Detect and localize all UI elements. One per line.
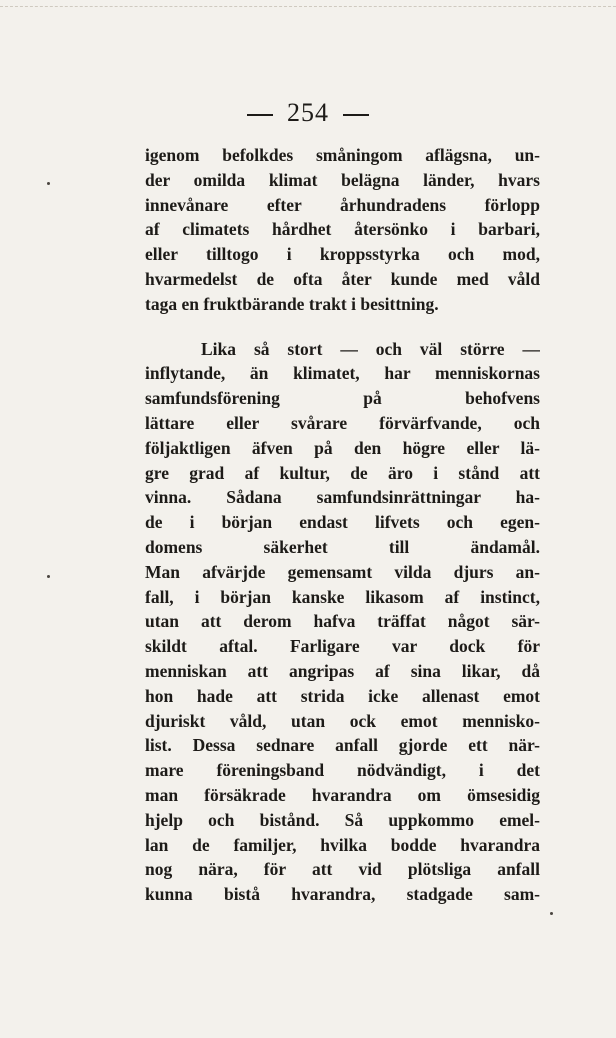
text-line: Lika så stort — och väl större — [201, 338, 540, 359]
text-line: inflytande, än klimatet, har menniskornas [145, 363, 540, 384]
text-line: eller tilltogo i kroppsstyrka och mod, [145, 244, 540, 265]
text-line: taga en fruktbärande trakt i besittning. [145, 293, 439, 314]
text-line: de i början endast lifvets och egen- [145, 512, 540, 533]
text-line: vinna. Sådana samfundsinrättningar ha- [145, 487, 540, 508]
text-line: man försäkrade hvarandra om ömsesidig [145, 784, 540, 805]
text-line: menniskan att angripas af sina likar, då [145, 660, 540, 681]
text-line: mare föreningsband nödvändigt, i det [145, 760, 540, 781]
text-line: kunna bistå hvarandra, stadgade sam- [145, 884, 540, 905]
page-number: 254 [287, 98, 329, 127]
text-line: Man afvärjde gemensamt vilda djurs an- [145, 561, 540, 582]
paper-speck [47, 575, 50, 578]
text-line: skildt aftal. Farligare var dock för [145, 636, 540, 657]
header-dash-right [343, 114, 369, 116]
paper-speck [550, 912, 553, 915]
paragraph-1 [145, 143, 540, 317]
paragraph-2 [145, 337, 540, 907]
text-line: domens säkerhet till ändamål. [145, 536, 540, 557]
text-line: följaktligen äfven på den högre eller lä- [145, 437, 540, 458]
text-line: gre grad af kultur, de äro i stånd att [145, 462, 540, 483]
text-line: djuriskt våld, utan ock emot mennisko- [145, 710, 540, 731]
text-line: lättare eller svårare förvärfvande, och [145, 412, 540, 433]
text-line: lan de familjer, hvilka bodde hvarandra [145, 834, 540, 855]
paragraph-gap [145, 317, 540, 337]
text-line: samfundsförening på behofvens [145, 388, 540, 409]
text-line: utan att derom hafva träffat något sär- [145, 611, 540, 632]
text-line: fall, i början kanske likasom af instinct, [145, 586, 540, 607]
text-line: list. Dessa sednare anfall gjorde ett när- [145, 735, 540, 756]
text-line: hjelp och bistånd. Så uppkommo emel- [145, 809, 540, 830]
page-header [0, 98, 616, 128]
text-line: af climatets hårdhet återsönko i barbari, [145, 219, 540, 240]
text-line: igenom befolkdes småningom aflägsna, un- [145, 145, 540, 165]
body-text [145, 143, 540, 907]
text-line: hon hade att strida icke allenast emot [145, 685, 540, 706]
page-top-edge [0, 6, 616, 7]
text-line: hvarmedelst de ofta åter kunde med våld [145, 268, 540, 289]
text-line: nog nära, för att vid plötsliga anfall [145, 859, 540, 880]
paper-speck [47, 182, 50, 185]
text-line: innevånare efter århundradens förlopp [145, 194, 540, 215]
text-line: der omilda klimat belägna länder, hvars [145, 169, 540, 190]
header-dash-left [247, 114, 273, 116]
